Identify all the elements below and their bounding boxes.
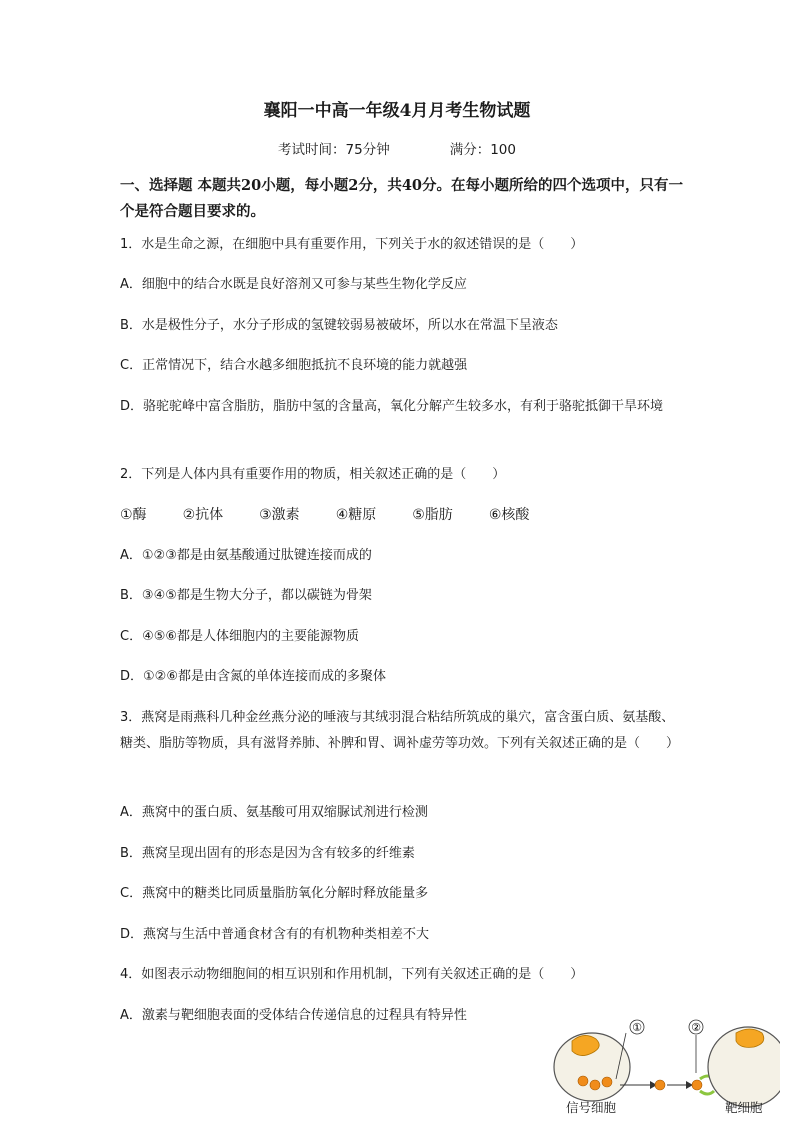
q3-option-c: C．燕窝中的糖类比同质量脂肪氧化分解时释放能量多 [120,886,429,901]
q1-stem: 1．水是生命之源，在细胞中具有重要作用，下列关于水的叙述错误的是（ ） [120,237,584,252]
target-cell-nucleus [736,1029,764,1047]
q2-stem: 2．下列是人体内具有重要作用的物质，相关叙述正确的是（ ） [120,467,506,482]
q3-option-a: A．燕窝中的蛋白质、氨基酸可用双缩脲试剂进行检测 [120,805,428,820]
q2-item: ⑥核酸 [488,507,530,523]
section-heading: 一、选择题 本题共20小题，每小题2分，共40分。在每小题所给的四个选项中，只有一个是符合题目要求的。 [120,177,683,220]
q1-option-b: B．水是极性分子，水分子形成的氢键较弱易被破坏，所以水在常温下呈液态 [120,318,558,333]
q1-option-a: A．细胞中的结合水既是良好溶剂又可参与某些生物化学反应 [120,277,467,292]
q2-item: ①酶 [120,507,147,523]
signal-molecule-free [655,1080,665,1090]
q2-option-a: A．①②③都是由氨基酸通过肽键连接而成的 [120,548,372,563]
q1-option-d: D．骆驼驼峰中富含脂肪，脂肪中氢的含量高，氧化分解产生较多水，有利于骆驼抵御干旱环境 [120,399,664,414]
signal-molecule-bound [692,1080,702,1090]
signal-molecule [602,1077,612,1087]
q2-item: ④糖原 [335,507,377,523]
target-cell-label: 靶细胞 [725,1100,763,1115]
signal-cell-label: 信号细胞 [566,1100,617,1115]
q3-option-d: D．燕窝与生活中普通食材含有的有机物种类相差不大 [120,927,430,942]
q3-stem: 3．燕窝是雨燕科几种金丝燕分泌的唾液与其绒羽混合粘结所筑成的巢穴，富含蛋白质、氨基酸、糖类、脂肪等物质，具有滋肾养肺、补脾和胃、调补虚劳等功效。下列有关叙述正确的是（ ） [120,710,680,751]
label-1: ① [632,1021,642,1034]
q1-option-c: C．正常情况下，结合水越多细胞抵抗不良环境的能力就越强 [120,358,468,373]
exam-time: 考试时间：75分钟 [278,142,390,158]
q2-item: ②抗体 [182,507,224,523]
q2-option-b: B．③④⑤都是生物大分子，都以碳链为骨架 [120,588,372,603]
q2-option-c: C．④⑤⑥都是人体细胞内的主要能源物质 [120,629,360,644]
q2-option-d: D．①②⑥都是由含氮的单体连接而成的多聚体 [120,669,386,684]
q2-items [120,502,565,529]
q4-option-a: A．激素与靶细胞表面的受体结合传递信息的过程具有特异性 [120,1008,467,1023]
cell-signaling-figure [550,1015,780,1120]
q2-item: ③激素 [259,507,300,523]
exam-info [0,138,794,158]
page-title: 襄阳一中高一年级4月月考生物试题 [263,101,531,121]
q2-item: ⑤脂肪 [412,507,453,523]
q4-stem: 4．如图表示动物细胞间的相互识别和作用机制，下列有关叙述正确的是（ ） [120,967,584,982]
signal-molecule [578,1076,588,1086]
q3-option-b: B．燕窝呈现出固有的形态是因为含有较多的纤维素 [120,846,415,861]
label-2: ② [691,1021,701,1034]
signal-molecule [590,1080,600,1090]
full-score: 满分：100 [449,142,516,158]
